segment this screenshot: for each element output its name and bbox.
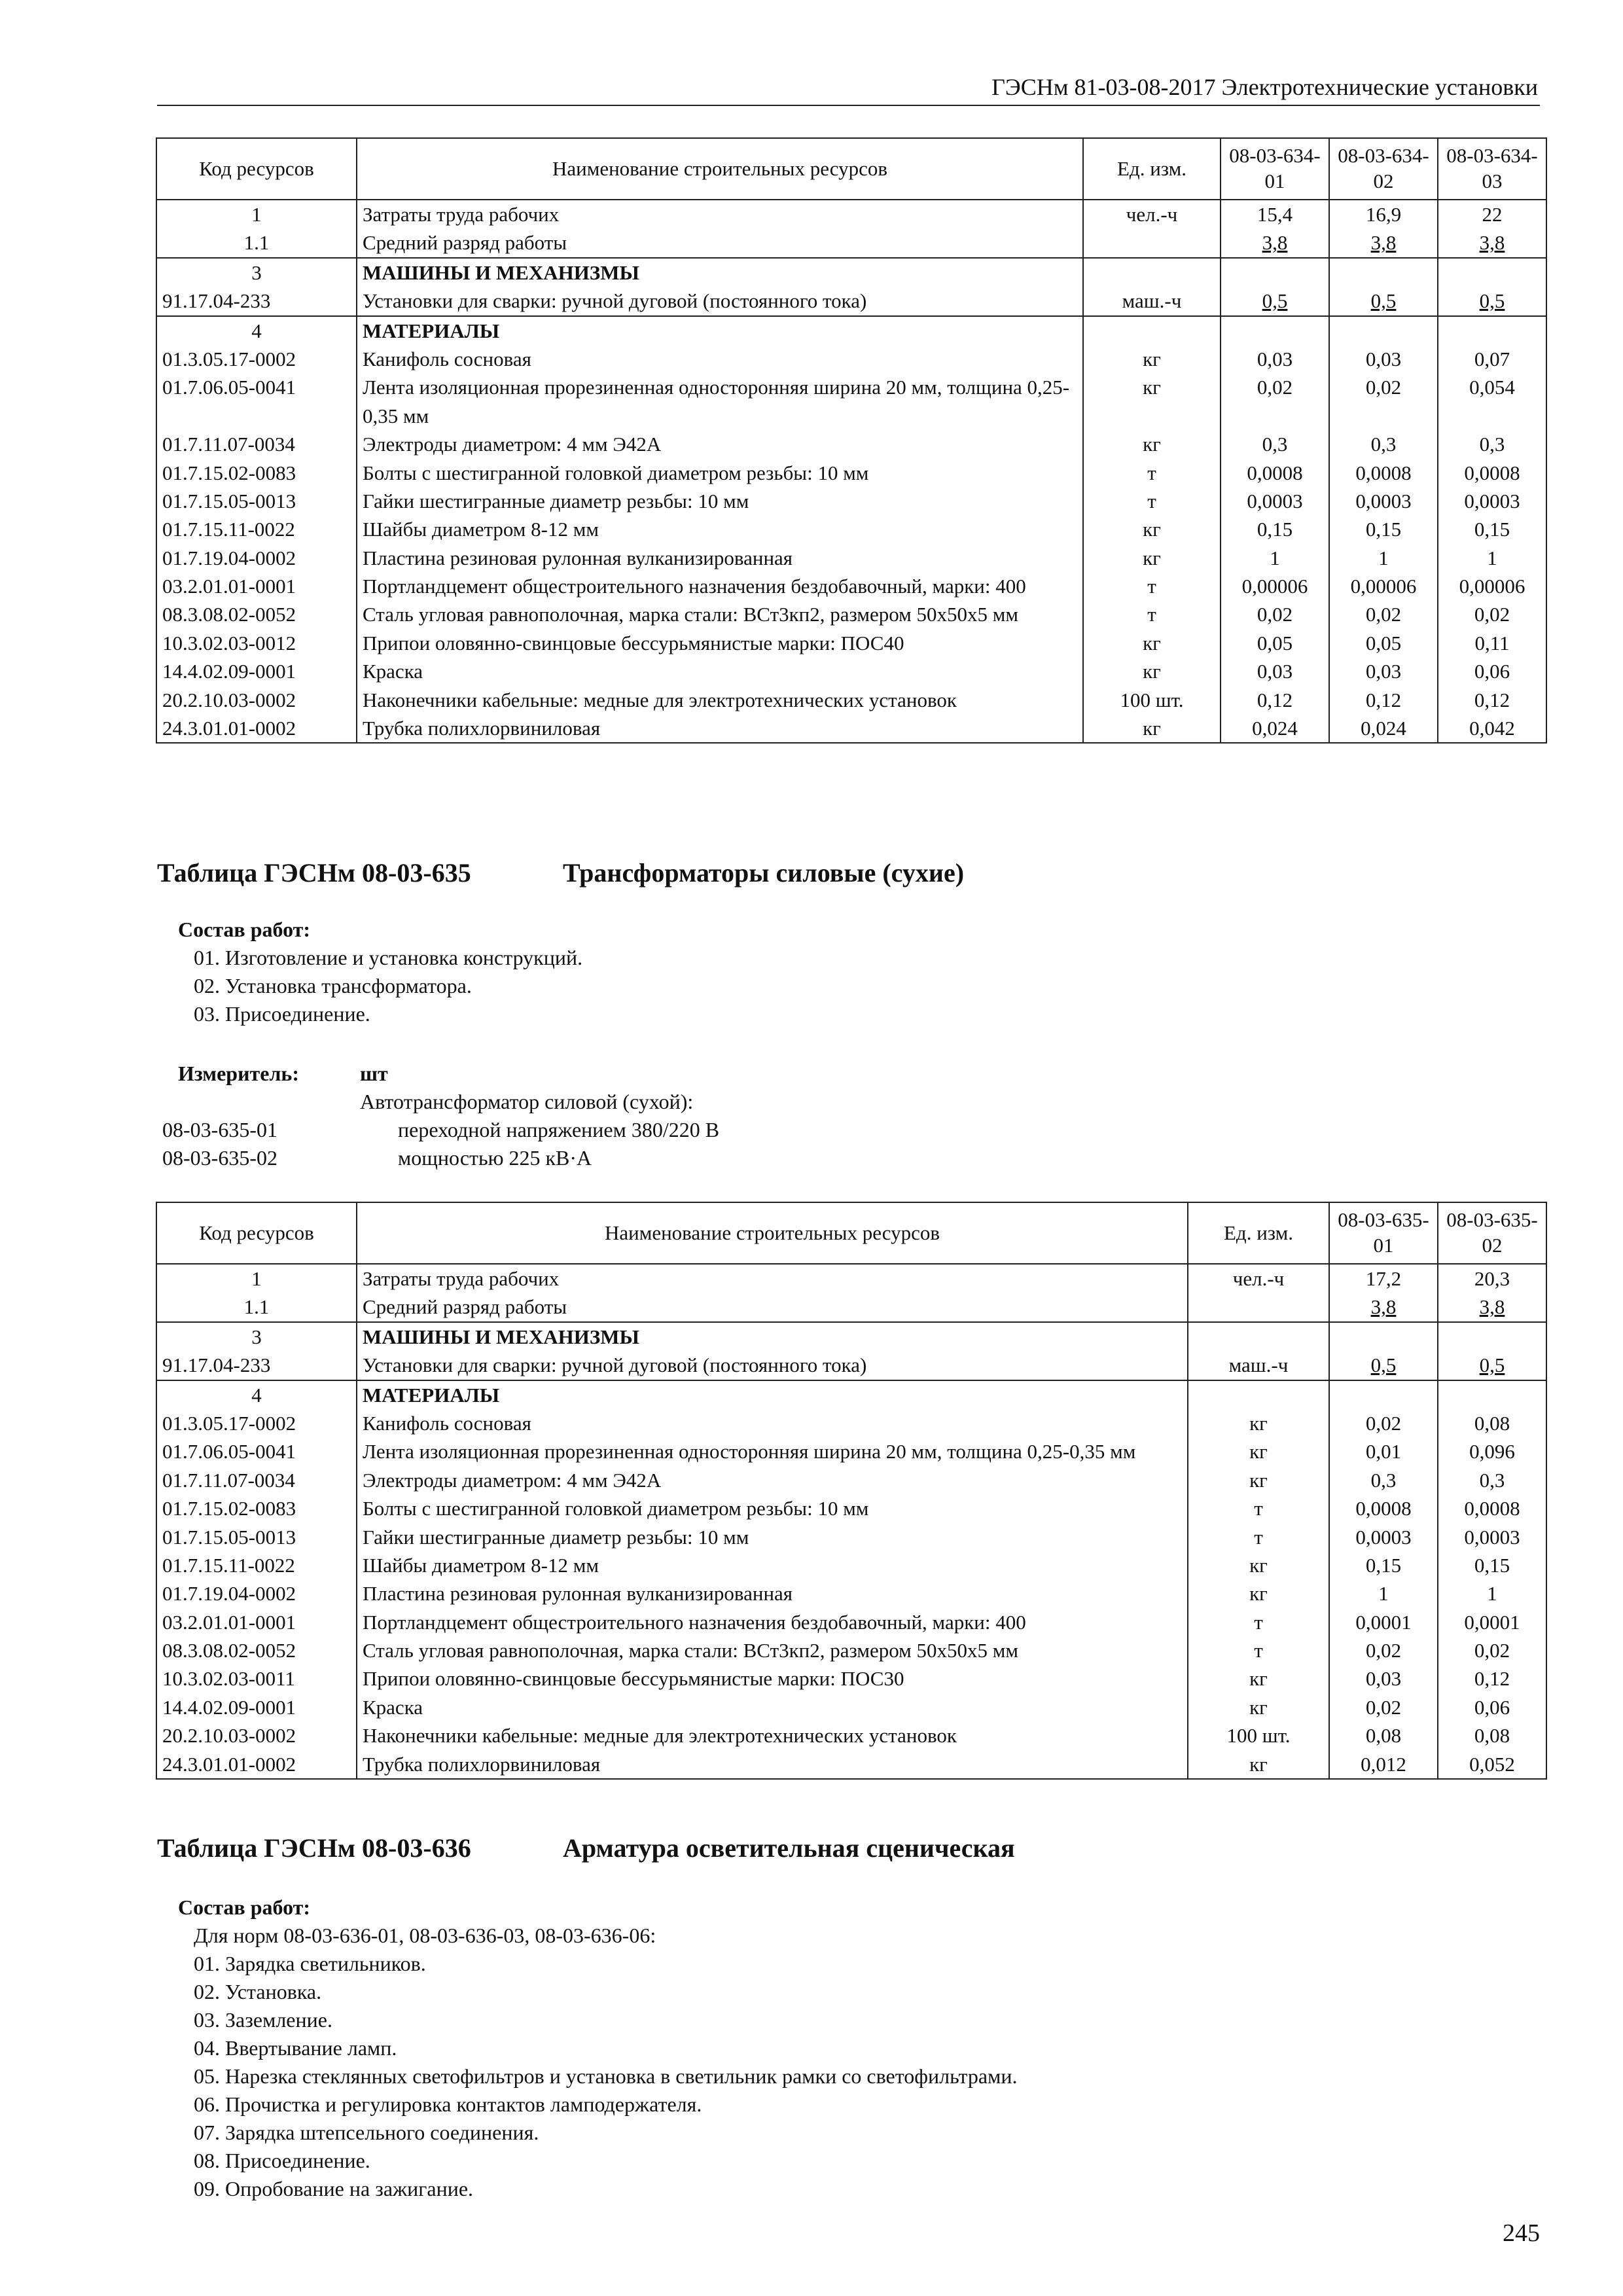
- resource-unit: т: [1083, 600, 1221, 628]
- resource-value: 0,3: [1329, 1466, 1438, 1494]
- resource-value: 0,0003: [1329, 1523, 1438, 1551]
- resource-unit: маш.-ч: [1083, 287, 1221, 315]
- resource-value: 0,15: [1329, 515, 1438, 543]
- table-name: Арматура осветительная сценическая: [563, 1833, 1015, 1863]
- resource-value: 0,02: [1221, 373, 1329, 430]
- table-row: [156, 1721, 1546, 1749]
- table-row: [156, 459, 1546, 487]
- resource-unit: кг: [1188, 1750, 1329, 1779]
- resource-value: 0,0001: [1329, 1608, 1438, 1636]
- table-body: [156, 200, 1546, 743]
- table-row: [156, 1608, 1546, 1636]
- resource-value: [1438, 316, 1546, 345]
- resource-unit: кг: [1188, 1409, 1329, 1437]
- table-row: [156, 200, 1546, 228]
- resource-value: 0,03: [1329, 657, 1438, 685]
- table-row: [156, 373, 1546, 430]
- resource-value: 3,8: [1438, 228, 1546, 257]
- resource-name: Наконечники кабельные: медные для электротехнических установок: [357, 1721, 1188, 1749]
- resource-name: Затраты труда рабочих: [357, 200, 1083, 228]
- resource-unit: [1188, 1380, 1329, 1409]
- resource-value: 0,054: [1438, 373, 1546, 430]
- resource-value: 0,02: [1221, 600, 1329, 628]
- resource-unit: 100 шт.: [1083, 686, 1221, 714]
- resource-unit: кг: [1188, 1693, 1329, 1721]
- resource-code: 91.17.04-233: [156, 287, 357, 315]
- resource-value: 1: [1438, 544, 1546, 572]
- resource-unit: [1188, 1293, 1329, 1321]
- resource-unit: т: [1083, 487, 1221, 515]
- table-row: [156, 258, 1546, 287]
- table-row: [156, 1466, 1546, 1494]
- resource-name: Краска: [357, 657, 1083, 685]
- resource-unit: чел.-ч: [1188, 1264, 1329, 1293]
- col-header-code: Код ресурсов: [156, 1202, 357, 1264]
- table-row: [156, 1693, 1546, 1721]
- resource-unit: кг: [1083, 714, 1221, 743]
- resource-code: 20.2.10.03-0002: [156, 1721, 357, 1749]
- resource-code: 01.7.06.05-0041: [156, 373, 357, 430]
- table-row: [156, 1551, 1546, 1579]
- resource-unit: т: [1188, 1523, 1329, 1551]
- table-name: Трансформаторы силовые (сухие): [563, 858, 965, 888]
- work-item: 02. Установка.: [194, 1980, 322, 2003]
- resource-value: 0,02: [1329, 1636, 1438, 1664]
- resource-unit: т: [1188, 1608, 1329, 1636]
- work-item: 03. Присоединение.: [194, 1002, 370, 1026]
- resource-value: 0,0008: [1329, 459, 1438, 487]
- resource-unit: [1083, 316, 1221, 345]
- resource-value: 0,0001: [1438, 1608, 1546, 1636]
- resource-value: 0,12: [1438, 1664, 1546, 1693]
- norm-code: 08-03-635-01: [162, 1118, 277, 1141]
- resource-value: 0,15: [1329, 1551, 1438, 1579]
- resource-unit: кг: [1188, 1466, 1329, 1494]
- resources-table-634: [156, 137, 1547, 744]
- resource-value: [1329, 1322, 1438, 1351]
- resource-value: 0,5: [1438, 287, 1546, 315]
- resource-code: 01.7.15.02-0083: [156, 1494, 357, 1522]
- resource-code: 01.7.11.07-0034: [156, 430, 357, 458]
- resource-name: Краска: [357, 1693, 1188, 1721]
- norm-text: мощностью 225 кВ·А: [398, 1146, 592, 1170]
- resource-value: 0,3: [1221, 430, 1329, 458]
- resource-name: Гайки шестигранные диаметр резьбы: 10 мм: [357, 1523, 1188, 1551]
- work-item: 06. Прочистка и регулировка контактов ламподержателя.: [194, 2092, 702, 2116]
- resource-unit: кг: [1083, 544, 1221, 572]
- resource-value: [1438, 1380, 1546, 1409]
- resource-code: 08.3.08.02-0052: [156, 600, 357, 628]
- resource-code: 3: [156, 258, 357, 287]
- resource-value: [1221, 258, 1329, 287]
- col-header-code: Код ресурсов: [156, 138, 357, 200]
- resource-value: 16,9: [1329, 200, 1438, 228]
- resource-value: 1: [1329, 1579, 1438, 1607]
- resource-value: 0,15: [1438, 515, 1546, 543]
- resource-unit: кг: [1083, 629, 1221, 657]
- resource-value: 1: [1438, 1579, 1546, 1607]
- resource-value: 0,00006: [1438, 572, 1546, 600]
- norm-text: переходной напряжением 380/220 В: [398, 1118, 720, 1141]
- resource-value: 0,03: [1221, 345, 1329, 373]
- resource-value: 0,5: [1438, 1351, 1546, 1380]
- resource-unit: т: [1083, 572, 1221, 600]
- table-row: [156, 629, 1546, 657]
- table-row: [156, 1579, 1546, 1607]
- resource-code: 01.7.19.04-0002: [156, 1579, 357, 1607]
- resource-value: [1438, 258, 1546, 287]
- table-row: [156, 714, 1546, 743]
- resource-code: 01.7.15.05-0013: [156, 1523, 357, 1551]
- resource-code: 01.3.05.17-0002: [156, 345, 357, 373]
- resource-unit: кг: [1188, 1437, 1329, 1465]
- resource-code: 03.2.01.01-0001: [156, 1608, 357, 1636]
- resource-name: МАТЕРИАЛЫ: [357, 316, 1083, 345]
- resource-value: 0,06: [1438, 1693, 1546, 1721]
- resource-value: 0,08: [1329, 1721, 1438, 1749]
- resource-unit: [1188, 1322, 1329, 1351]
- resource-code: 1.1: [156, 1293, 357, 1321]
- work-item: 01. Изготовление и установка конструкций.: [194, 946, 583, 969]
- resource-value: 0,02: [1329, 373, 1438, 430]
- resource-value: 3,8: [1438, 1293, 1546, 1321]
- resource-code: 01.7.11.07-0034: [156, 1466, 357, 1494]
- table-row: [156, 1750, 1546, 1779]
- resource-name: Канифоль сосновая: [357, 1409, 1188, 1437]
- resource-value: 0,0008: [1329, 1494, 1438, 1522]
- resource-name: Затраты труда рабочих: [357, 1264, 1188, 1293]
- resource-unit: [1083, 258, 1221, 287]
- table-row: [156, 686, 1546, 714]
- resource-code: 14.4.02.09-0001: [156, 1693, 357, 1721]
- table-row: [156, 487, 1546, 515]
- resource-name: Шайбы диаметром 8-12 мм: [357, 1551, 1188, 1579]
- resource-code: 1: [156, 200, 357, 228]
- table-row: [156, 430, 1546, 458]
- col-header-norm: 08-03-634-01: [1221, 138, 1329, 200]
- work-item: 05. Нарезка стеклянных светофильтров и установка в светильник рамки со светофильтрами.: [194, 2064, 1018, 2088]
- resource-code: 3: [156, 1322, 357, 1351]
- resource-value: 0,0003: [1438, 487, 1546, 515]
- resource-unit: т: [1083, 459, 1221, 487]
- table-row: [156, 1437, 1546, 1465]
- table-row: [156, 572, 1546, 600]
- resource-unit: т: [1188, 1636, 1329, 1664]
- table-title-635: [157, 857, 964, 888]
- resource-code: 03.2.01.01-0001: [156, 572, 357, 600]
- table-row: [156, 316, 1546, 345]
- resource-value: 0,02: [1438, 1636, 1546, 1664]
- resource-value: 20,3: [1438, 1264, 1546, 1293]
- resource-value: 0,3: [1329, 430, 1438, 458]
- resource-name: Средний разряд работы: [357, 228, 1083, 257]
- resource-value: 0,0008: [1438, 1494, 1546, 1522]
- resource-code: 20.2.10.03-0002: [156, 686, 357, 714]
- resource-value: 0,07: [1438, 345, 1546, 373]
- resource-value: [1329, 1380, 1438, 1409]
- work-item: 02. Установка трансформатора.: [194, 974, 472, 997]
- resource-value: 0,0008: [1438, 459, 1546, 487]
- resource-value: 0,15: [1221, 515, 1329, 543]
- resource-value: 3,8: [1221, 228, 1329, 257]
- resource-code: 01.7.15.11-0022: [156, 515, 357, 543]
- resource-code: 10.3.02.03-0011: [156, 1664, 357, 1693]
- resources-table-635: [156, 1202, 1547, 1780]
- resource-value: 0,5: [1329, 287, 1438, 315]
- resource-value: 0,024: [1329, 714, 1438, 743]
- resource-value: 0,12: [1329, 686, 1438, 714]
- table-row: [156, 345, 1546, 373]
- resource-code: 01.7.15.11-0022: [156, 1551, 357, 1579]
- resource-name: Гайки шестигранные диаметр резьбы: 10 мм: [357, 487, 1083, 515]
- resource-name: Пластина резиновая рулонная вулканизированная: [357, 544, 1083, 572]
- table-row: [156, 1636, 1546, 1664]
- running-header: ГЭСНм 81-03-08-2017 Электротехнические установки: [991, 74, 1538, 100]
- resource-code: 24.3.01.01-0002: [156, 714, 357, 743]
- resource-name: Лента изоляционная прорезиненная односторонняя ширина 20 мм, толщина 0,25-0,35 мм: [357, 373, 1083, 430]
- resource-value: 0,06: [1438, 657, 1546, 685]
- resource-value: 0,052: [1438, 1750, 1546, 1779]
- resource-unit: кг: [1188, 1579, 1329, 1607]
- resource-code: 24.3.01.01-0002: [156, 1750, 357, 1779]
- resource-name: Электроды диаметром: 4 мм Э42А: [357, 1466, 1188, 1494]
- resource-value: 0,08: [1438, 1409, 1546, 1437]
- resource-value: 0,02: [1438, 600, 1546, 628]
- resource-unit: кг: [1083, 515, 1221, 543]
- header-rule: [157, 105, 1540, 106]
- resource-name: Лента изоляционная прорезиненная односторонняя ширина 20 мм, толщина 0,25-0,35 мм: [357, 1437, 1188, 1465]
- table-row: [156, 600, 1546, 628]
- resource-value: 0,0003: [1329, 487, 1438, 515]
- resource-value: 0,02: [1329, 1693, 1438, 1721]
- resource-code: 08.3.08.02-0052: [156, 1636, 357, 1664]
- resource-code: 01.7.06.05-0041: [156, 1437, 357, 1465]
- col-header-name: Наименование строительных ресурсов: [357, 138, 1083, 200]
- resource-name: Болты с шестигранной головкой диаметром резьбы: 10 мм: [357, 459, 1083, 487]
- resource-value: 0,0008: [1221, 459, 1329, 487]
- work-intro: Для норм 08-03-636-01, 08-03-636-03, 08-03-636-06:: [194, 1924, 656, 1947]
- meter-description: Автотрансформатор силовой (сухой):: [360, 1090, 694, 1113]
- resource-name: Пластина резиновая рулонная вулканизированная: [357, 1579, 1188, 1607]
- resource-name: Трубка полихлорвиниловая: [357, 714, 1083, 743]
- resource-name: Сталь угловая равнополочная, марка стали: ВСт3кп2, размером 50х50х5 мм: [357, 600, 1083, 628]
- work-composition-label: Состав работ:: [178, 918, 311, 941]
- resource-value: 0,012: [1329, 1750, 1438, 1779]
- resource-value: 0,5: [1221, 287, 1329, 315]
- table-title-636: [157, 1833, 1015, 1863]
- resource-value: [1221, 316, 1329, 345]
- resource-name: Трубка полихлорвиниловая: [357, 1750, 1188, 1779]
- resource-unit: кг: [1188, 1551, 1329, 1579]
- table-row: [156, 1664, 1546, 1693]
- work-item: 04. Ввертывание ламп.: [194, 2036, 397, 2060]
- resource-code: 01.7.15.05-0013: [156, 487, 357, 515]
- resource-unit: кг: [1083, 430, 1221, 458]
- resource-value: 0,5: [1329, 1351, 1438, 1380]
- work-item: 03. Заземление.: [194, 2008, 332, 2032]
- resource-code: 14.4.02.09-0001: [156, 657, 357, 685]
- table-row: [156, 1351, 1546, 1380]
- resource-code: 4: [156, 316, 357, 345]
- resource-unit: т: [1188, 1494, 1329, 1522]
- resource-value: 0,11: [1438, 629, 1546, 657]
- col-header-norm: 08-03-634-03: [1438, 138, 1546, 200]
- table-row: [156, 228, 1546, 257]
- col-header-norm: 08-03-635-01: [1329, 1202, 1438, 1264]
- table-row: [156, 287, 1546, 315]
- resource-code: 4: [156, 1380, 357, 1409]
- resource-unit: кг: [1188, 1664, 1329, 1693]
- resource-value: 0,096: [1438, 1437, 1546, 1465]
- col-header-name: Наименование строительных ресурсов: [357, 1202, 1188, 1264]
- resource-name: Шайбы диаметром 8-12 мм: [357, 515, 1083, 543]
- page-number: 245: [1503, 2219, 1540, 2247]
- table-row: [156, 1494, 1546, 1522]
- resource-value: 3,8: [1329, 1293, 1438, 1321]
- work-item: 08. Присоединение.: [194, 2149, 370, 2172]
- resource-unit: чел.-ч: [1083, 200, 1221, 228]
- resource-value: 22: [1438, 200, 1546, 228]
- table-row: [156, 1380, 1546, 1409]
- resource-value: 3,8: [1329, 228, 1438, 257]
- table-row: [156, 544, 1546, 572]
- resource-unit: кг: [1083, 373, 1221, 430]
- resource-unit: маш.-ч: [1188, 1351, 1329, 1380]
- resource-code: 10.3.02.03-0012: [156, 629, 357, 657]
- resource-name: МАШИНЫ И МЕХАНИЗМЫ: [357, 1322, 1188, 1351]
- col-header-norm: 08-03-635-02: [1438, 1202, 1546, 1264]
- resource-code: 01.3.05.17-0002: [156, 1409, 357, 1437]
- resource-value: 0,03: [1329, 1664, 1438, 1693]
- resource-code: 01.7.19.04-0002: [156, 544, 357, 572]
- table-row: [156, 657, 1546, 685]
- col-header-unit: Ед. изм.: [1083, 138, 1221, 200]
- resource-code: 91.17.04-233: [156, 1351, 357, 1380]
- resource-value: 0,01: [1329, 1437, 1438, 1465]
- resource-code: 01.7.15.02-0083: [156, 459, 357, 487]
- work-item: 01. Зарядка светильников.: [194, 1952, 426, 1975]
- table-row: [156, 1523, 1546, 1551]
- resource-name: МАТЕРИАЛЫ: [357, 1380, 1188, 1409]
- resource-value: 0,024: [1221, 714, 1329, 743]
- resource-value: 0,02: [1329, 600, 1438, 628]
- resource-code: 1: [156, 1264, 357, 1293]
- resource-value: 1: [1329, 544, 1438, 572]
- table-row: [156, 1409, 1546, 1437]
- work-composition-label: Состав работ:: [178, 1895, 311, 1919]
- resource-value: [1438, 1322, 1546, 1351]
- resource-value: 15,4: [1221, 200, 1329, 228]
- resource-name: Припои оловянно-свинцовые бессурьмянистые марки: ПОС30: [357, 1664, 1188, 1693]
- resource-unit: кг: [1083, 345, 1221, 373]
- resource-value: 1: [1221, 544, 1329, 572]
- resource-value: 0,00006: [1329, 572, 1438, 600]
- resource-name: Средний разряд работы: [357, 1293, 1188, 1321]
- resource-code: 1.1: [156, 228, 357, 257]
- resource-value: 0,12: [1438, 686, 1546, 714]
- meter-unit: шт: [360, 1062, 388, 1085]
- resource-value: 0,02: [1329, 1409, 1438, 1437]
- table-number: Таблица ГЭСНм 08-03-635: [157, 858, 471, 888]
- resource-name: Канифоль сосновая: [357, 345, 1083, 373]
- resource-value: 0,3: [1438, 1466, 1546, 1494]
- resource-value: 0,03: [1221, 657, 1329, 685]
- table-row: [156, 1322, 1546, 1351]
- work-item: 09. Опробование на зажигание.: [194, 2177, 474, 2200]
- resource-value: 0,0003: [1438, 1523, 1546, 1551]
- meter-label: Измеритель:: [178, 1062, 299, 1085]
- resource-value: [1329, 316, 1438, 345]
- col-header-norm: 08-03-634-02: [1329, 138, 1438, 200]
- resource-value: 0,042: [1438, 714, 1546, 743]
- resource-value: 0,05: [1329, 629, 1438, 657]
- table-body: [156, 1264, 1546, 1779]
- table-row: [156, 1293, 1546, 1321]
- resource-name: Портландцемент общестроительного назначения бездобавочный, марки: 400: [357, 1608, 1188, 1636]
- resource-value: 0,08: [1438, 1721, 1546, 1749]
- resource-name: Портландцемент общестроительного назначения бездобавочный, марки: 400: [357, 572, 1083, 600]
- resource-value: 0,15: [1438, 1551, 1546, 1579]
- resource-value: 0,0003: [1221, 487, 1329, 515]
- resource-name: Электроды диаметром: 4 мм Э42А: [357, 430, 1083, 458]
- table-row: [156, 515, 1546, 543]
- resource-value: 0,05: [1221, 629, 1329, 657]
- resource-name: Припои оловянно-свинцовые бессурьмянистые марки: ПОС40: [357, 629, 1083, 657]
- resource-name: МАШИНЫ И МЕХАНИЗМЫ: [357, 258, 1083, 287]
- norm-code: 08-03-635-02: [162, 1146, 277, 1170]
- resource-name: Установки для сварки: ручной дуговой (постоянного тока): [357, 1351, 1188, 1380]
- resource-name: Сталь угловая равнополочная, марка стали: ВСт3кп2, размером 50х50х5 мм: [357, 1636, 1188, 1664]
- resource-name: Болты с шестигранной головкой диаметром резьбы: 10 мм: [357, 1494, 1188, 1522]
- resource-unit: кг: [1083, 657, 1221, 685]
- table-number: Таблица ГЭСНм 08-03-636: [157, 1833, 471, 1863]
- table-row: [156, 1264, 1546, 1293]
- resource-unit: [1083, 228, 1221, 257]
- resource-value: 0,3: [1438, 430, 1546, 458]
- resource-value: 17,2: [1329, 1264, 1438, 1293]
- resource-value: [1329, 258, 1438, 287]
- resource-value: 0,00006: [1221, 572, 1329, 600]
- resource-unit: 100 шт.: [1188, 1721, 1329, 1749]
- resource-value: 0,12: [1221, 686, 1329, 714]
- resource-name: Установки для сварки: ручной дуговой (постоянного тока): [357, 287, 1083, 315]
- col-header-unit: Ед. изм.: [1188, 1202, 1329, 1264]
- work-item: 07. Зарядка штепсельного соединения.: [194, 2121, 539, 2144]
- resource-name: Наконечники кабельные: медные для электротехнических установок: [357, 686, 1083, 714]
- resource-value: 0,03: [1329, 345, 1438, 373]
